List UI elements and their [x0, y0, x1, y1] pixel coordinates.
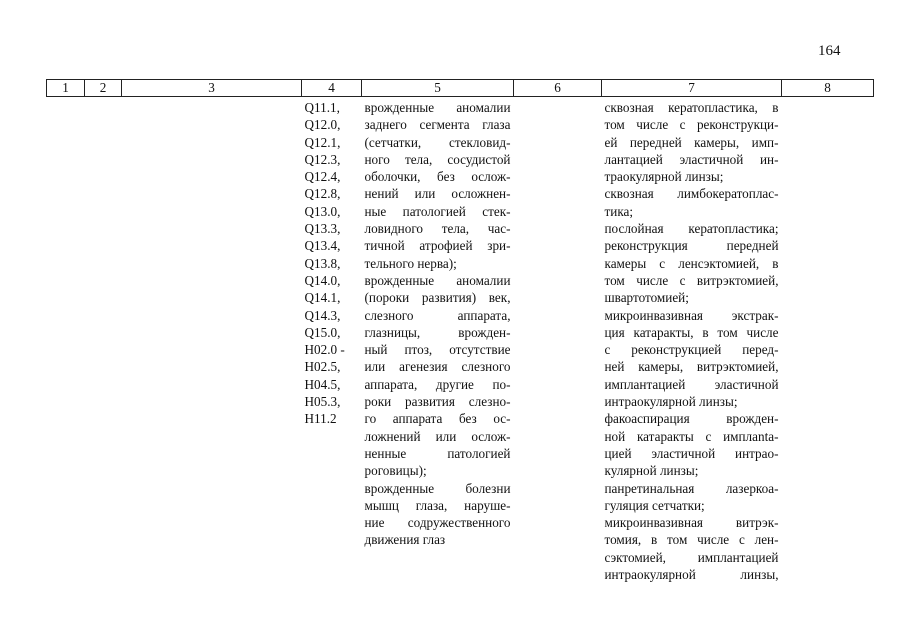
diagnosis-code: Q13.8,: [304, 255, 341, 271]
treatment-line: микроинвазивная экстрак-: [604, 307, 779, 323]
treatment-line: швартотомией;: [604, 290, 689, 306]
description-line: ложнений или ослож-: [364, 428, 511, 444]
column-header: 5: [362, 80, 514, 97]
diagnosis-code: H11.2: [304, 411, 337, 427]
description-line: ного тела, сосудистой: [364, 151, 511, 167]
diagnosis-code: Q11.1,: [304, 100, 340, 115]
diagnosis-code: H05.3,: [304, 394, 341, 410]
diagnosis-code: Q14.0,: [304, 272, 341, 288]
diagnosis-code: H04.5,: [304, 376, 341, 392]
description-line: ненные патологией: [364, 445, 511, 461]
diagnosis-code: H02.0 -: [304, 342, 345, 358]
cell-col-8: [782, 97, 874, 584]
diagnosis-code: Q13.3,: [304, 221, 341, 237]
diagnosis-code: H02.5,: [304, 359, 341, 375]
description-line: оболочки, без ослож-: [364, 169, 511, 185]
treatment-line: панретинальная лазеркоа-: [604, 480, 779, 496]
treatment-line: траокулярной линзы;: [604, 169, 724, 185]
description-line: роговицы);: [364, 463, 427, 479]
treatment-line: ной катаракты с имплanta-: [604, 428, 779, 444]
document-table: [46, 79, 874, 583]
description-line: аппарата, другие по-: [364, 376, 511, 392]
treatment-line: ция катаракты, в том числе: [604, 324, 779, 340]
description-line: врожденные аномалии: [364, 272, 511, 288]
description-line: роки развития слезно-: [364, 394, 511, 410]
cell-treatment-methods: [602, 97, 782, 584]
treatment-line: микроинвазивная витрэк-: [604, 515, 779, 531]
cell-col-6: [514, 97, 602, 584]
treatment-line: сквозная лимбокератоплас-: [604, 186, 779, 202]
treatment-line: камеры с ленсэктомией, в: [604, 255, 779, 271]
treatment-line: сэктомией, имплантацией: [604, 549, 779, 565]
description-line: ловидного тела, час-: [364, 221, 511, 237]
description-line: слезного аппарата,: [364, 307, 511, 323]
diagnosis-code: Q13.4,: [304, 238, 341, 254]
diagnosis-code: Q12.0,: [304, 117, 341, 133]
column-header: 2: [85, 80, 122, 97]
treatment-line: факоаспирация врожден-: [604, 411, 779, 427]
table-row: [47, 97, 874, 584]
treatment-line: том числе с реконструкци-: [604, 117, 779, 133]
description-line: го аппарата без ос-: [364, 411, 511, 427]
diagnosis-code: Q12.1,: [304, 134, 341, 150]
description-line: (пороки развития) век,: [364, 290, 511, 306]
treatment-line: ей передней камеры, имп-: [604, 134, 779, 150]
column-header: 4: [302, 80, 362, 97]
treatment-line: кулярной линзы;: [604, 463, 699, 479]
diagnosis-code: Q14.1,: [304, 290, 341, 306]
cell-disease-description: [362, 97, 514, 584]
cell-col-2: [85, 97, 122, 584]
treatment-line: гуляция сетчатки;: [604, 497, 705, 513]
treatment-line: том числе с витрэктомией,: [604, 272, 779, 288]
table-header-row: [47, 80, 874, 97]
cell-col-1: [47, 97, 85, 584]
treatment-line: реконструкция передней: [604, 238, 779, 254]
description-line: врожденные болезни: [364, 480, 511, 496]
treatment-line: лантацией эластичной ин-: [604, 151, 779, 167]
description-line: (сетчатки, стекловид-: [364, 134, 511, 150]
description-line: ные патологией стек-: [364, 203, 511, 219]
description-line: ный птоз, отсутствие: [364, 342, 511, 358]
description-line: глазницы, врожден-: [364, 324, 511, 340]
description-line: заднего сегмента глаза: [364, 117, 511, 133]
treatment-line: интраокулярной линзы,: [604, 567, 779, 583]
page-number: 164: [818, 43, 841, 59]
treatment-line: сквозная кератопластика, в: [604, 100, 779, 115]
description-line: тичной атрофией зри-: [364, 238, 511, 254]
description-line: ние содружественного: [364, 515, 511, 531]
description-line: тельного нерва);: [364, 255, 457, 271]
column-header: 3: [122, 80, 302, 97]
treatment-line: с реконструкцией перед-: [604, 342, 779, 358]
diagnosis-code: Q12.4,: [304, 169, 341, 185]
diagnosis-code: Q13.0,: [304, 203, 341, 219]
diagnosis-code: Q12.3,: [304, 151, 341, 167]
description-line: нений или осложнен-: [364, 186, 511, 202]
description-line: врожденные аномалии: [364, 100, 511, 115]
column-header: 1: [47, 80, 85, 97]
treatment-line: интраокулярной линзы;: [604, 394, 738, 410]
cell-col-3: [122, 97, 302, 584]
treatment-line: имплантацией эластичной: [604, 376, 779, 392]
diagnosis-code: Q12.8,: [304, 186, 341, 202]
diagnosis-code: Q15.0,: [304, 324, 341, 340]
description-line: или агенезия слезного: [364, 359, 511, 375]
diagnosis-code: Q14.3,: [304, 307, 341, 323]
treatment-line: ней камеры, витрэктомией,: [604, 359, 779, 375]
treatment-line: послойная кератопластика;: [604, 221, 779, 237]
treatment-line: томия, в том числе с лен-: [604, 532, 779, 548]
cell-diagnosis-codes: [302, 97, 362, 584]
description-line: мышц глаза, наруше-: [364, 497, 511, 513]
column-header: 6: [514, 80, 602, 97]
column-header: 7: [602, 80, 782, 97]
treatment-line: цией эластичной интрао-: [604, 445, 779, 461]
description-line: движения глаз: [364, 532, 446, 548]
treatment-line: тика;: [604, 203, 634, 219]
column-header: 8: [782, 80, 874, 97]
